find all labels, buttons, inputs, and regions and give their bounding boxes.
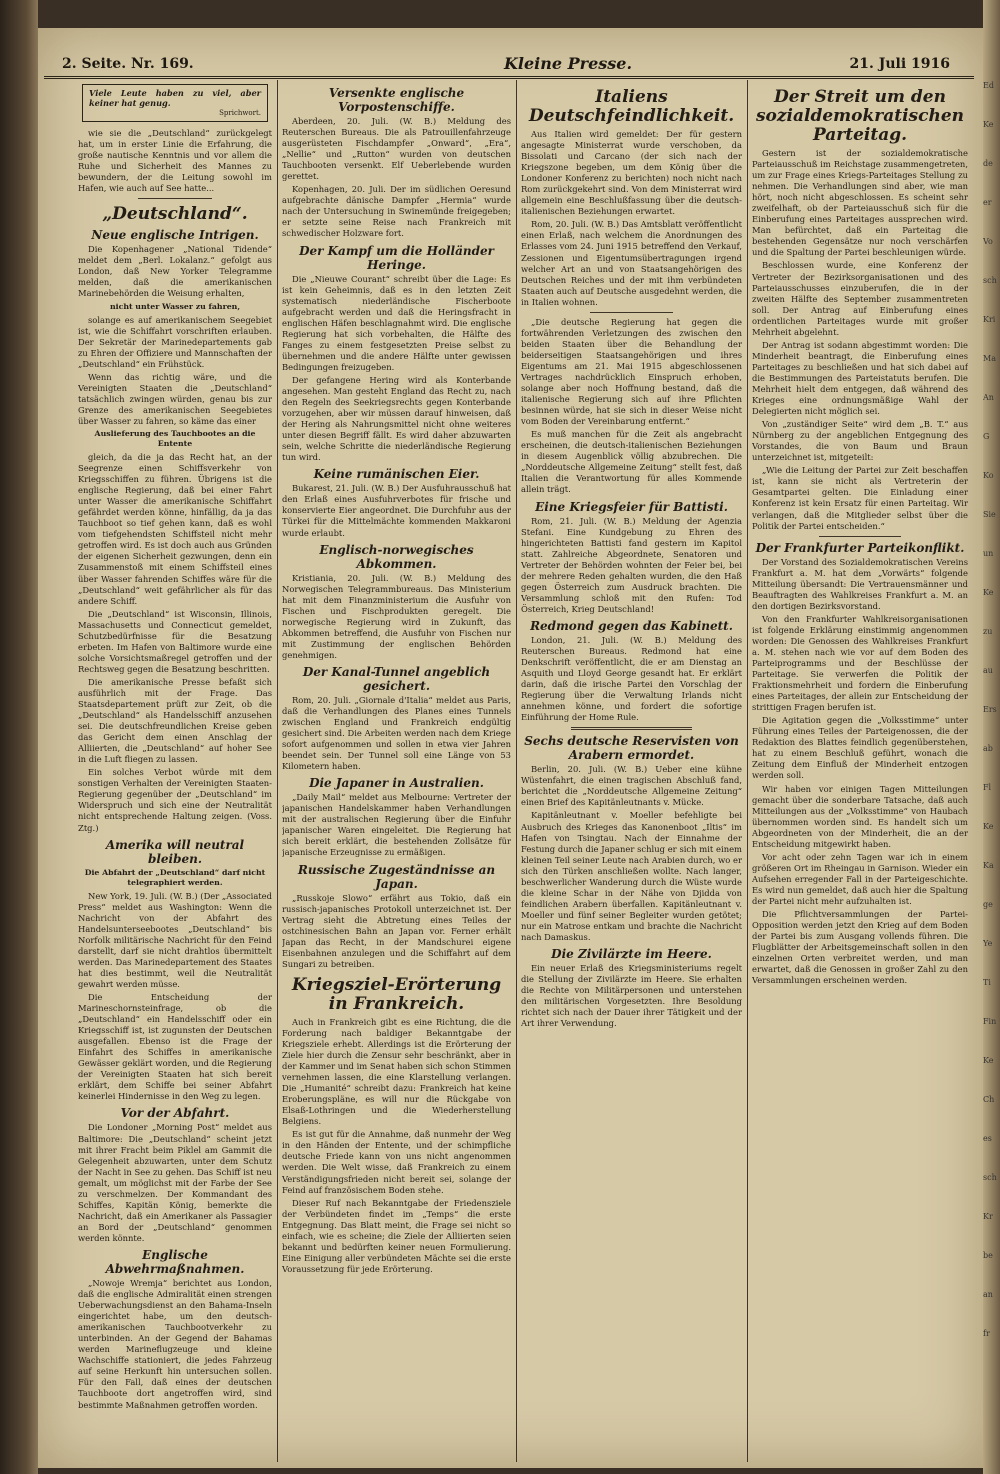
article-text: Es ist gut für die Annahme, daß nunmehr der Weg in den Händen der Entente, und der schimpfliche deutsche Friede kann von uns nicht angenommen werden. Die Welt wisse, daß Frankreich zu einem Verständigungsfrieden nicht bereit sei, solange der Feind auf französischem Boden stehe. (282, 1129, 511, 1195)
next-page-fragment: Ye (983, 939, 993, 948)
article-text: Von den Frankfurter Wahlkreisorganisationen ist folgende Erklärung einstimmig angenommen worden: Die Genossen des Wahlkreises Frankfurt a. M. stehen nach wie vor auf dem Boden des Parteiprogramms und der Beschlüsse der Parteitage. Sie verwerfen die Politik der Fraktionsmehrheit und fordern die Einberufung eines Parteitages, der allein zur Entscheidung der strittigen Fragen berufen ist. (752, 613, 968, 713)
next-page-fragment: Ed (983, 81, 994, 90)
subhead: nicht unter Wasser zu fahren, (109, 301, 241, 311)
next-page-fragment: ab (983, 744, 993, 753)
headline: Der Kanal-Tunnel angeblich gesichert. (302, 664, 491, 693)
article-text: „Russkoje Slowo“ erfährt aus Tokio, daß ein russisch-japanisches Protokoll unterzeichnet ist. Der Vertrag sieht die Abtretung eines Teiles der ostchinesischen Bahn an Japan vor. Ferner erhält Japan das Recht, in der Mandschurei eigene Eisenbahnen anzulegen und die Schiffahrt auf dem Sungari zu betreiben. (282, 892, 511, 969)
article-text: Die Entscheidung der Marineschornsteinfrage, ob die „Deutschland“ ein Handelsschiff oder ein Kriegsschiff ist, ist zugunsten der Deutschen ausgefallen. Ebenso ist die Frage der Einfahrt des Schiffes in amerikanische Gewässer geklärt worden, und die Regierung der Vereinigten Staaten hat sich bereit erklärt, dem Schiffe bei seiner Abfahrt keinerlei Hindernisse in den Weg zu legen. (78, 992, 272, 1102)
separator (138, 198, 212, 199)
page-number: 2. Seite. Nr. 169. (62, 56, 194, 72)
next-page-fragment: Ers (983, 705, 997, 714)
article-text: Vor acht oder zehn Tagen war ich in einem größeren Ort im Rheingau in Garnison. Wieder ein Aufsehen erregender Fall in der Parteigeschichte. Es wird nun gemeldet, daß auch hier die Spaltung der Partei nicht mehr aufzuhalten ist. (752, 851, 968, 906)
article-text: Rom, 21. Juli. (W. B.) Meldung der Agenzia Stefani. Eine Kundgebung zu Ehren des hingerichteten Battisti fand gestern im Kapitol statt. Zahlreiche Abgeordnete, Senatoren und Vertreter der Behörden wohnten der Feier bei, bei der mehrere Reden gehalten wurden, die den Haß gegen Österreich zum Ausdruck brachten. Die Versammlung schloß mit den Rufen: Tod Österreich, Krieg Deutschland! (521, 515, 742, 614)
headline: Der Kampf um die Holländer Heringe. (299, 243, 494, 272)
article-text: wie sie die „Deutschland“ zurückgelegt hat, um in erster Linie die Erfahrung, die große nautische Kenntnis und vor allem die Ruhe und Sicherheit des Mannes zu bewundern, der die Leitung sowohl im Hafen, wie auch auf See hatte... (78, 128, 272, 194)
next-page-fragment: Ch (983, 1095, 995, 1104)
column-rule (747, 80, 748, 1462)
article-text: Aus Italien wird gemeldet: Der für gestern angesagte Ministerrat wurde verschoben, da Bissolati und Carcano (der sich nach der Kriegszone begeben, um dem König über die Londoner Konferenz zu berichten) noch nicht nach Rom zurückgekehrt sind. Von dem Ministerrat wird allgemein eine Beschlußfassung über die deutsch-italienischen Beziehungen erwartet. (521, 129, 742, 217)
subhead: Die Abfahrt der „Deutschland“ darf nicht telegraphiert werden. (84, 867, 266, 887)
next-page-fragment: an (983, 1290, 993, 1299)
next-page-fragment: Fin (983, 1017, 997, 1026)
article-text: Die Kopenhagener „National Tidende“ meldet dem „Berl. Lokalanz.“ gefolgt aus London, daß New Yorker Telegramme melden, daß die amerikanischen Marinebehörden die Weisung erhalten, (78, 244, 272, 299)
article-text: Der Vorstand des Sozialdemokratischen Vereins Frankfurt a. M. hat dem „Vorwärts“ folgende Mitteilung übersandt: Die Vertrauensmänner und Beauftragten des Wahlkreises Frankfurt a. M. an den dortigen Bezirksvorstand. (752, 556, 968, 611)
next-page-strip (983, 40, 1000, 1460)
article-text: „Daily Mail“ meldet aus Melbourne: Vertreter der japanischen Handelskammer haben Verhandlungen mit der australischen Regierung über die Einfuhr japanischer Waren eingeleitet. Die Regierung hat sich bereit erklärt, die bestehenden Zollsätze für japanische Erzeugnisse zu ermäßigen. (282, 792, 511, 858)
article-text: Es muß manchen für die Zeit als angebracht erscheinen, die deutsch-italienischen Beziehungen in diesem Augenblick völlig abzubrechen. Die „Norddeutsche Allgemeine Zeitung“ stellt fest, daß Italien die Verantwortung für alles Kommende allein trägt. (521, 429, 742, 495)
next-page-fragment: ge (983, 900, 993, 909)
next-page-fragment: Ma (983, 354, 996, 363)
article-text: Die Londoner „Morning Post“ meldet aus Baltimore: Die „Deutschland“ scheint jetzt mit ihrer Fracht beim Piklel am Gammit die Gelegenheit abzuwarten, unter dem Schutz der Nacht in See zu gehen. Das Schiff ist neu gemalt, um möglichst mit der Farbe der See zu verschmelzen. Der Kommandant des Schiffes, Kapitän König, bemerkte die Nachricht, daß ein Amerikaner als Passagier an Bord der „Deutschland“ genommen werden könnte. (78, 1122, 272, 1243)
headline: Der Frankfurter Parteikonflikt. (755, 540, 965, 555)
headline: Der Streit um den sozialdemokratischen Parteitag. (755, 87, 965, 145)
article-text: Beschlossen wurde, eine Konferenz der Vertreter der Bezirksorganisationen und des Parteiausschusses einzuberufen, die in der zweiten Hälfte des September zusammentreten soll. Der Antrag auf Einberufung eines ordentlichen Parteitages wurde mit großer Mehrheit abgelehnt. (752, 260, 968, 337)
article-text: Die „Deutschland“ ist Wisconsin, Illinois, Massachusetts und Connecticut gemeldet, Schutzbedürfnisse für die Besatzung erbeten. Im Hafen von Baltimore wurde eine solche Vorsichtsmaßregel getroffen und der Rechtsweg gegen die Besatzung beschritten. (78, 608, 272, 674)
article-text: Die amerikanische Presse befaßt sich ausführlich mit der Frage. Das Staatsdepartement prüft zur Zeit, ob die „Deutschland“ als Handelsschiff anzusehen sei. Die deutschfreundlichen Kreise geben das Gericht dem einen Anschlag der Alliierten, die „Deutschland“ auf hoher See in die Luft fliegen zu lassen. (78, 676, 272, 765)
next-page-fragment: Ti (983, 978, 991, 987)
article-text: „Nowoje Wremja“ berichtet aus London, daß die englische Admiralität einen strengen Ueberwachungsdienst an den Bahama-Inseln eingerichtet habe, um den deutsch-amerikanischen Tauchbootverkehr zu unterbinden. An der Gegend der Bahamas werden Marineflugzeuge und kleine Wachschiffe stationiert, die jedes Fahrzeug auf seine Herkunft hin untersuchen sollen. Für den Fall, daß eines der deutschen Tauchboote dort angetroffen wird, sind bestimmte Maßnahmen getroffen worden. (78, 1277, 272, 1410)
article-text: New York, 19. Juli. (W. B.) (Der „Associated Press“ meldet aus Washington: Wenn die Nachricht von der Abfahrt des Handelsunterseebootes „Deutschland“ bis Norfolk militärische Nachricht für den Feind darstellt, darf sie nicht drahtlos übermittelt werden. Das Marinedepartement des Staates hat dies bestimmt, weil die Neutralität gewahrt werden müsse. (78, 890, 272, 989)
next-page-fragment: zu (983, 627, 993, 636)
next-page-fragment: fr (983, 1329, 990, 1338)
column-rule (277, 80, 278, 1462)
next-page-fragment: au (983, 666, 993, 675)
headline: Sechs deutsche Reservisten von Arabern ermordet. (524, 734, 739, 763)
next-page-fragment: Kri (983, 315, 996, 324)
next-page-fragment: Ke (983, 1056, 994, 1065)
column-4 (752, 82, 968, 1462)
headline: Neue englische Intrigen. (91, 228, 259, 243)
column-rule (516, 80, 517, 1462)
next-page-fragment: G (983, 432, 990, 441)
headline: Englisch-norwegisches Abkommen. (319, 542, 474, 571)
motto-quote: Viele Leute haben zu viel, aber keiner hat genug. (89, 88, 261, 108)
column-2 (282, 82, 511, 1462)
book-binding-edge (0, 0, 38, 1474)
separator (590, 312, 674, 313)
article-text: solange es auf amerikanischem Seegebiet ist, wie die Schiffahrt vorschriften erlauben. Der Sekretär der Marinedepartements gab zu Ehren der Offiziere und Mannschaften der „Deutschland“ ein Frühstück. (78, 314, 272, 369)
article-text: Auch in Frankreich gibt es eine Richtung, die die Forderung nach baldiger Bekanntgabe der Kriegsziele erhebt. Allerdings ist die Erörterung der Ziele hier durch die Zensur sehr beschränkt, aber in der Kammer und im Senat haben sich schon Stimmen vernehmen lassen, die eine Klarstellung verlangen. Die „Humanité“ schreibt dazu: Frankreich hat keine Eroberungspläne, es will nur die Rückgabe von Elsaß-Lothringen und die Wiederherstellung Belgiens. (282, 1016, 511, 1127)
next-page-fragment: Ko (983, 471, 994, 480)
headline: Versenkte englische Vorpostenschiffe. (328, 86, 465, 114)
article-text: Kapitänleutnant v. Moeller befehligte bei Ausbruch des Krieges das Kanonenboot „Iltis“ im Hafen von Tsingtau. Nach der Einnahme der Festung durch die Japaner schlug er sich mit einem kleinen Teil seiner Leute nach Arabien durch, wo er sich den Türken anschließen wollte. Nach langer, beschwerlicher Wanderung durch die Wüste wurde die kleine Schar in der Nähe von Djidda von feindlichen Arabern überfallen. Kapitänleutnant v. Moeller und fünf seiner Begleiter wurden getötet; nur ein Matrose entkam und brachte die Nachricht nach Damaskus. (521, 810, 742, 942)
headline: Russische Zugeständnisse an Japan. (297, 862, 496, 891)
article-text: Die Agitation gegen die „Volksstimme“ unter Führung eines Teiles der Parteigenossen, die der Redaktion des Blattes feindlich gegenüberstehen, hat zu einem Beschluß geführt, wonach die Zeitung dem Einfluß der Minderheit entzogen werden soll. (752, 715, 968, 781)
article-text: Rom, 20. Juli. (W. B.) Das Amtsblatt veröffentlicht einen Erlaß, nach welchem die Anordnungen des Erlasses vom 24. Juni 1915 betreffend den Verkauf, Zessionen und Eigentumsübertragungen irgend welcher Art an und von Staatsangehörigen des Deutschen Reiches und der mit ihm verbündeten Staaten auch auf Deutsche ausgedehnt werden, die in Italien wohnen. (521, 219, 742, 307)
column-1 (78, 82, 272, 1462)
page-header (44, 50, 974, 79)
headline: „Deutschland“. (102, 204, 248, 225)
subhead: Auslieferung des Tauchbootes an die Entente (94, 428, 256, 448)
next-page-fragment: Vo (983, 237, 993, 246)
next-page-fragment: Fl (983, 783, 992, 792)
article-text: „Wie die Leitung der Partei zur Zeit beschaffen ist, kann sie nicht als Vertreterin der Gesamtpartei gelten. Die Einladung einer Konferenz ist kein Ersatz für einen Parteitag. Wir verlangen, daß die Mitglieder selbst über die Politik der Partei entscheiden.“ (752, 465, 968, 531)
headline: Eine Kriegsfeier für Battisti. (535, 499, 728, 514)
next-page-fragment: Ka (983, 861, 994, 870)
article-text: gleich, da die ja das Recht hat, an der Seegrenze einen Schiffsverkehr von Kriegsschiffen zu führen. Übrigens ist die englische Regierung, daß bei einer Fahrt unter Wasser die amerikanische Schiffahrt gefährdet werden könne, hinfällig, da ja das Tauchboot so tief gehen kann, daß es wohl vom tiefgehendsten Schiffsteil nicht mehr getroffen wird. Es ist doch auch aus Gründen der eigenen Sicherheit gezwungen, denn ein Zusammenstoß mit einem Schiffsteil eines über Wasser fahrenden Schiffes wäre für die „Deutschland“ weit gefährlicher als für das andere Schiff. (78, 451, 272, 606)
article-text: Der Antrag ist sodann abgestimmt worden: Die Minderheit beantragt, die Einberufung eines Parteitages zu beschließen und hat sich dabei auf die Bestimmungen des Parteistatuts berufen. Die Mehrheit hielt dem entgegen, daß während des Krieges eine ordnungsmäßige Wahl der Delegierten nicht möglich sei. (752, 339, 968, 417)
headline: Die Japaner in Australien. (309, 776, 484, 791)
newspaper-title: Kleine Presse. (504, 54, 633, 73)
next-page-fragment: Sie (983, 510, 996, 519)
article-text: „Die deutsche Regierung hat gegen die fortwährenden Verletzungen des zwischen den beiden Staaten über die Behandlung der beiderseitigen Staatsangehörigen und ihres Eigentums am 21. Mai 1915 abgeschlossenen Vertrages nachdrücklich Einspruch erhoben, solange aber noch Hoffnung bestand, daß die italienische Regierung sich auf ihre Pflichten besinnen würde, hat sie sich in dieser Weise nicht vom Boden der Vereinbarung entfernt.“ (521, 316, 742, 427)
article-text: London, 21. Juli. (W. B.) Meldung des Reuterschen Bureaus. Redmond hat eine Denkschrift veröffentlicht, die er am Dienstag an Asquith und Lloyd George gesandt hat. Er erklärt darin, daß die irische Partei den Vorschlag der Regierung über die Verwaltung Irlands nicht annehmen könne, und fordert die sofortige Einführung der Home Rule. (521, 634, 742, 723)
article-text: Wenn das richtig wäre, und die Vereinigten Staaten die „Deutschland“ tatsächlich zwingen würden, genau bis zur Grenze des amerikanischen Seegebietes über Wasser zu fahren, so käme das einer (78, 371, 272, 426)
next-page-fragment: er (983, 198, 992, 207)
headline: Amerika will neutral bleiben. (105, 837, 245, 866)
next-page-fragment: sch (983, 1173, 997, 1182)
article-text: Gestern ist der sozialdemokratische Parteiausschuß im Reichstage zusammengetreten, um zur Frage eines Kriegs-Parteitages Stellung zu nehmen. Die Verhandlungen sind aber, wie man hört, noch nicht abgeschlossen. Es scheint sehr zweifelhaft, ob der Parteiausschuß sich für die Einberufung eines Parteitages aussprechen wird. Man befürchtet, daß ein Parteitag die bestehenden Gegensätze nur noch verschärfen und die Spaltung der Partei beschleunigen würde. (752, 148, 968, 258)
article-text: Von „zuständiger Seite“ wird dem „B. T.“ aus Nürnberg zu der angeblichen Entgegnung des Vorstandes, die von Baum und Braun unterzeichnet ist, mitgeteilt: (752, 419, 968, 463)
article-text: Kopenhagen, 20. Juli. Der im südlichen Oeresund aufgebrachte dänische Dampfer „Hermia“ wurde nach der Untersuchung in Swinemünde freigegeben; er setzte seine Reise nach Frankreich mit schwedischer Holzware fort. (282, 184, 511, 239)
motto-box (82, 84, 268, 122)
article-text: Bukarest, 21. Juli. (W. B.) Der Ausfuhrausschuß hat den Erlaß eines Ausfuhrverbotes für frische und konservierte Eier angeordnet. Die Durchfuhr aus der Türkei für die Mittelmächte kommenden Makkaroni wurde erlaubt. (282, 483, 511, 538)
article-text: Ein neuer Erlaß des Kriegsministeriums regelt die Stellung der Zivilärzte im Heere. Sie erhalten die Rechte von Militärpersonen und unterstehen den militärischen Vorgesetzten. Ihre Besoldung richtet sich nach der Dauer ihrer Tätigkeit und der Art ihrer Verwendung. (521, 963, 742, 1029)
headline: Die Zivilärzte im Heere. (551, 947, 712, 962)
next-page-fragment: An (983, 393, 994, 402)
separator (571, 727, 693, 730)
next-page-fragment: Ke (983, 822, 994, 831)
article-text: Wir haben vor einigen Tagen Mitteilungen gemacht über die sonderbare Tatsache, daß auch Mitteilungen aus der „Volksstimme“ von Haubach übernommen worden sind. Es handelt sich um Abgeordneten von der Minderheit, die an der Entscheidung mitgewirkt haben. (752, 783, 968, 849)
next-page-fragment: Kr (983, 1212, 993, 1221)
headline: Kriegsziel-Erörterung in Frankreich. (291, 974, 502, 1014)
headline: Vor der Abfahrt. (120, 1106, 230, 1121)
issue-date: 21. Juli 1916 (849, 56, 950, 72)
separator (819, 536, 901, 537)
next-page-fragment: Ke (983, 588, 994, 597)
next-page-fragment: es (983, 1134, 992, 1143)
article-text: Kristiania, 20. Juli. (W. B.) Meldung des Norwegischen Telegrammbureaus. Das Ministerium hat mit dem Finanzministerium die Ausfuhr von Fischen und Fischprodukten geregelt. Die norwegische Regierung wird in Zukunft, das Abkommen betreffend, die Ausfuhr von Fischen nur mit Zustimmung der englischen Behörden genehmigen. (282, 572, 511, 660)
next-page-fragment: sch (983, 276, 997, 285)
headline: Englische Abwehrmaßnahmen. (105, 1247, 245, 1276)
article-text: Die Pflichtversammlungen der Partei-Opposition werden jetzt den Krieg auf dem Boden der Partei bis zum Ausgang vollends führen. Die Flugblätter der Arbeitsgemeinschaft sollen in den einzelnen Orten verbreitet werden, und man erwartet, daß die Genossen in großer Zahl zu den Versammlungen erscheinen werden. (752, 909, 968, 986)
motto-author: Sprichwort. (219, 109, 261, 117)
article-text: Rom, 20. Juli. „Giornale d'Italia“ meldet aus Paris, daß die Verhandlungen des Planes eines Tunnels zwischen England und Frankreich endgültig gesichert sind. Die Arbeiten werden nach dem Kriege sofort aufgenommen und sollen in etwa vier Jahren beendet sein. Der Tunnel soll eine Länge von 53 Kilometern haben. (282, 694, 511, 772)
next-page-fragment: de (983, 159, 993, 168)
article-text: Der gefangene Hering wird als Konterbande angesehen. Man gesteht England das Recht zu, nach den Regeln des Seekriegsrechts gegen Konterbande vorzugehen, aber wir müssen darauf hinweisen, daß der Hering als Nahrungsmittel nicht ohne weiteres unter diesen Begriff fällt. Es wird daher abzuwarten sein, welche Schritte die niederländische Regierung tun wird. (282, 374, 511, 463)
headline: Keine rumänischen Eier. (313, 467, 480, 482)
article-text: Ein solches Verbot würde mit dem sonstigen Verhalten der Vereinigten Staaten-Regierung gegenüber der „Deutschland“ im Widerspruch und sich eine der Neutralität nicht entsprechende Haltung zeigen. (Voss. Ztg.) (78, 767, 272, 833)
article-text: Berlin, 20. Juli. (W. B.) Ueber eine kühne Wüstenfahrt, die einen tragischen Abschluß fand, berichtet die „Norddeutsche Allgemeine Zeitung“ einen Brief des Kapitänleutnants v. Mücke. (521, 764, 742, 808)
next-page-fragment: be (983, 1251, 993, 1260)
headline: Italiens Deutschfeindlichkeit. (528, 87, 735, 126)
headline: Redmond gegen das Kabinett. (530, 618, 733, 633)
article-text: Die „Nieuwe Courant“ schreibt über die Lage: Es ist kein Geheimnis, daß es in den letzten Zeit systematisch niederländische Fischerboote aufgebracht werden und daß die Heringsfracht in englischen Häfen beschlagnahmt wird. Die englische Regierung hat sich vorbehalten, die Hälfte des Fanges zu einem festgesetzten Preise selbst zu übernehmen und die andere Hälfte unter gewissen Bedingungen freizugeben. (282, 273, 511, 372)
article-text: Aberdeen, 20. Juli. (W. B.) Meldung des Reuterschen Bureaus. Die als Patrouillenfahrzeuge ausgerüsteten Fischdampfer „Onward“, „Era“, „Nellie“ und „Rutton“ wurden von deutschen Tauchbooten versenkt. Elf Ueberlebende wurden gerettet. (282, 116, 511, 182)
next-page-fragment: un (983, 549, 994, 558)
article-text: Dieser Ruf nach Bekanntgabe der Friedensziele der Verbündeten findet im „Temps“ die erste Entgegnung. Das Blatt meint, die Frage sei nicht so einfach, wie es scheine; die Ziele der Alliierten seien bekannt und bedürften keiner neuen Formulierung. Eine Einigung aller verbündeten Mächte sei die erste Voraussetzung für jede Erörterung. (282, 1197, 511, 1274)
column-3 (521, 82, 742, 1462)
next-page-fragment: Ke (983, 120, 994, 129)
